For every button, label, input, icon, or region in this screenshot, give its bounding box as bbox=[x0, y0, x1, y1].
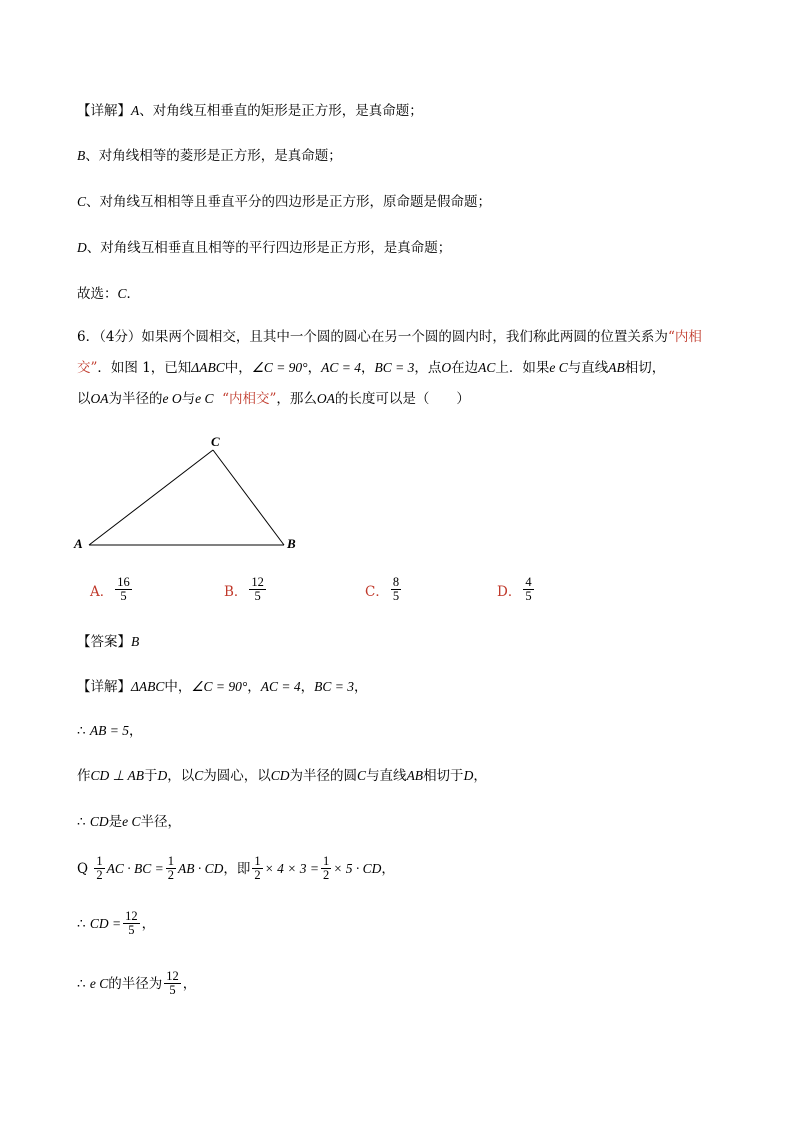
detail2-line3: 作CD ⊥ AB于D，以C为圆心，以CD为半径的圆C与直线AB相切于D， bbox=[77, 768, 487, 784]
detail2-line7: ∴ e C 的半径为 $\frac{12}{5}$ ， bbox=[77, 969, 197, 997]
detail1-choose: 故选：C． bbox=[77, 286, 141, 302]
detail1-line-b: B、对角线相等的菱形是正方形，是真命题； bbox=[77, 148, 342, 164]
detail-tag: 【详解】 bbox=[77, 103, 131, 119]
question6-line1: 6．（4分）如果两个圆相交，且其中一个圆的圆心在另一个圆的圆内时，我们称此两圆的位置关系为“内相 bbox=[77, 329, 702, 345]
detail1-line-d: D、对角线互相垂直且相等的平行四边形是正方形，是真命题； bbox=[77, 240, 452, 256]
choice-c-fraction: $\frac{8}{5}$ bbox=[392, 575, 400, 603]
choice-d-fraction: $\frac{4}{5}$ bbox=[525, 575, 532, 603]
detail2-line2: ∴ AB = 5， bbox=[77, 723, 143, 739]
choice-b-fraction: $\frac{12}{5}$ bbox=[251, 575, 264, 603]
choice-c[interactable]: C． $\frac{8}{5}$ bbox=[365, 575, 400, 603]
detail1-line-c: C、对角线互相相等且垂直平分的四边形是正方形，原命题是假命题； bbox=[77, 194, 492, 210]
choice-b[interactable]: B． $\frac{12}{5}$ bbox=[224, 575, 264, 603]
choice-a[interactable]: A． $\frac{16}{5}$ bbox=[90, 575, 130, 603]
detail2-line6: ∴ CD = $\frac{12}{5}$ ， bbox=[77, 909, 156, 937]
choice-a-fraction: $\frac{16}{5}$ bbox=[117, 575, 130, 603]
question6-line2: 交”．如图 1，已知ΔABC中，∠C = 90°，AC = 4，BC = 3，点O在边AC上．如果e C与直线AB相切， bbox=[77, 360, 666, 376]
answer-value: B bbox=[131, 634, 140, 649]
detail2-line5: Q $\frac{1}{2}$ AC · BC = $\frac{1}{2}$ AB · CD ，即 $\frac{1}{2}$ × 4 × 3 = $\frac{1}{2}$ × 5 · CD ， bbox=[77, 854, 395, 882]
detail1-line-a: 【详解】A、对角线互相垂直的矩形是正方形，是真命题； bbox=[77, 103, 423, 119]
choice-d[interactable]: D． $\frac{4}{5}$ bbox=[497, 575, 532, 603]
answer-line bbox=[77, 632, 139, 652]
vertex-c-label: C bbox=[211, 434, 220, 449]
side-cb bbox=[213, 450, 284, 545]
question6-line3: 以OA为半径的e O与e C “内相交”，那么OA的长度可以是（ ） bbox=[77, 391, 470, 407]
detail2-line4: ∴ CD是e C半径， bbox=[77, 814, 182, 830]
vertex-a-label: A bbox=[74, 536, 83, 551]
vertex-b-label: B bbox=[287, 536, 296, 551]
answer-tag: 【答案】 bbox=[77, 634, 131, 650]
detail2-line1: 【详解】ΔABC中，∠C = 90°，AC = 4，BC = 3， bbox=[77, 679, 368, 695]
triangle-figure bbox=[70, 430, 310, 560]
side-ac bbox=[89, 450, 213, 545]
